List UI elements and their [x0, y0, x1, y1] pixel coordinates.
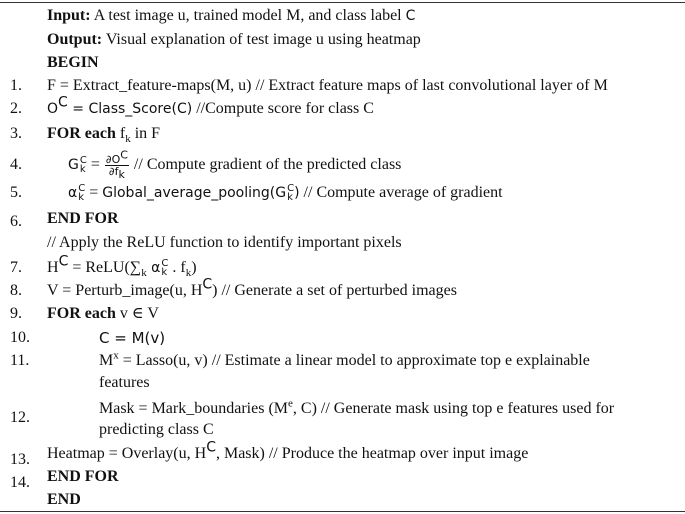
line-text: = Lasso(u, v) // Estimate a linear model to approximate top e explainable: [118, 352, 590, 369]
algorithm-line-12-cont: [0, 419, 685, 441]
math-sub: k: [185, 267, 192, 280]
relu-comment-line: [0, 232, 685, 254]
algorithm-line-7: [0, 253, 685, 280]
end-keyword: END: [47, 491, 81, 508]
math-fn: Global_average_pooling(G: [102, 185, 287, 201]
line-comment: // Compute gradient of the predicted class: [129, 156, 402, 173]
output-label: Output:: [47, 31, 103, 48]
algorithm-line-8: [0, 276, 685, 302]
line-text: C = M(v): [99, 329, 166, 347]
line-number: 2.: [10, 100, 22, 117]
algorithm-line-3: [0, 123, 685, 145]
math-sup: C: [161, 258, 169, 270]
algorithm-line-2: [0, 94, 685, 120]
top-rule: [0, 2, 685, 3]
frac-num: ∂O: [105, 152, 121, 166]
input-label: Input:: [47, 7, 91, 24]
bottom-rule: [0, 511, 685, 512]
line-text: Heatmap = Overlay(u, H: [47, 445, 207, 462]
math-sup: C: [202, 276, 213, 293]
math-g: G: [68, 157, 79, 173]
math-sub: k: [78, 192, 85, 204]
math-sub: k: [161, 267, 168, 279]
begin-keyword: BEGIN: [47, 54, 99, 71]
algorithm-line-10: [0, 327, 685, 349]
end-line: [0, 489, 685, 511]
math-sub: k: [141, 267, 147, 280]
line-text-rest: ) // Generate a set of perturbed images: [212, 282, 457, 299]
frac-den-sub: k: [118, 168, 125, 182]
algorithm-line-6: [0, 208, 685, 230]
math-sup: C: [58, 94, 68, 111]
algorithm-line-13: [0, 439, 685, 468]
math-relu: = ReLU(∑: [68, 259, 142, 276]
endfor-keyword: END FOR: [47, 468, 119, 485]
algorithm-line-14: [0, 466, 685, 491]
line-number: 5.: [10, 184, 22, 201]
algorithm-line-1: [0, 75, 685, 97]
math-f: f: [115, 125, 126, 142]
for-keyword: FOR each: [47, 305, 116, 322]
line-text-rest: , Mask) // Produce the heatmap over input image: [215, 445, 529, 462]
line-number: 14.: [10, 474, 30, 491]
line-text: predicting class C: [99, 421, 214, 438]
line-number: 8.: [10, 282, 22, 299]
line-comment: // Apply the ReLU function to identify important pixels: [47, 234, 402, 251]
math-sup: C: [78, 183, 86, 195]
algorithm-line-11-cont: [0, 372, 685, 394]
math-sup: C: [287, 183, 295, 195]
line-text-rest: , C) // Generate mask using top e features used for: [292, 400, 615, 417]
line-number: 11.: [10, 352, 30, 369]
math-close: ): [191, 259, 197, 276]
line-number: 1.: [10, 77, 22, 94]
math-h: H: [47, 259, 59, 276]
line-text: in F: [130, 125, 161, 142]
math-sup: x: [113, 349, 119, 362]
for-keyword: FOR each: [47, 125, 116, 142]
begin-line: [0, 52, 685, 74]
math-sup: C: [58, 253, 69, 270]
output-text: Visual explanation of test image u using heatmap: [102, 31, 421, 48]
input-text: A test image u, trained model M, and class label: [90, 7, 406, 24]
line-text: V = Perturb_image(u, H: [47, 282, 203, 299]
line-number: 13.: [10, 451, 30, 468]
math-f: . f: [168, 259, 186, 276]
math-o: O: [47, 101, 59, 117]
line-comment: // Compute average of gradient: [299, 184, 503, 201]
line-number: 9.: [10, 305, 22, 322]
algorithm-line-9: [0, 303, 685, 325]
line-text: features: [99, 374, 150, 391]
line-number: 10.: [10, 329, 30, 346]
math-sup: e: [288, 397, 293, 410]
math-fraction: [105, 148, 129, 182]
line-number: 4.: [10, 156, 22, 173]
line-number: 3.: [10, 125, 22, 142]
frac-num-sup: C: [120, 148, 128, 162]
algorithm-line-4: [0, 148, 685, 182]
line-number: 6.: [10, 213, 22, 230]
math-eq: =: [86, 156, 104, 173]
line-text: F = Extract_feature-maps(M, u) // Extract feature maps of last convolutional layer of M: [47, 77, 608, 94]
line-number: 12.: [10, 409, 30, 426]
line-text: v ∈ V: [115, 305, 159, 322]
math-m: M: [99, 352, 114, 369]
math-sub: k: [287, 192, 293, 204]
math-class-score: = Class_Score(C): [67, 101, 193, 117]
input-line: [0, 5, 685, 27]
output-line: [0, 29, 685, 51]
math-sup: C: [79, 155, 87, 167]
line-number: 7.: [10, 259, 22, 276]
line-comment: //Compute score for class C: [192, 100, 374, 117]
math-sub: k: [79, 164, 86, 176]
math-alpha: α: [146, 260, 161, 276]
algorithm-line-11: [0, 350, 685, 372]
endfor-keyword: END FOR: [47, 210, 119, 227]
math-eq: =: [85, 184, 103, 201]
algorithm-line-5: [0, 182, 685, 204]
math-sub: k: [125, 133, 131, 146]
frac-den: ∂f: [108, 164, 119, 178]
input-class: C: [405, 8, 416, 24]
math-sup: C: [206, 439, 216, 456]
math-close: ): [294, 185, 300, 201]
line-text: Mask = Mark_boundaries (M: [99, 400, 288, 417]
math-alpha: α: [68, 185, 78, 201]
